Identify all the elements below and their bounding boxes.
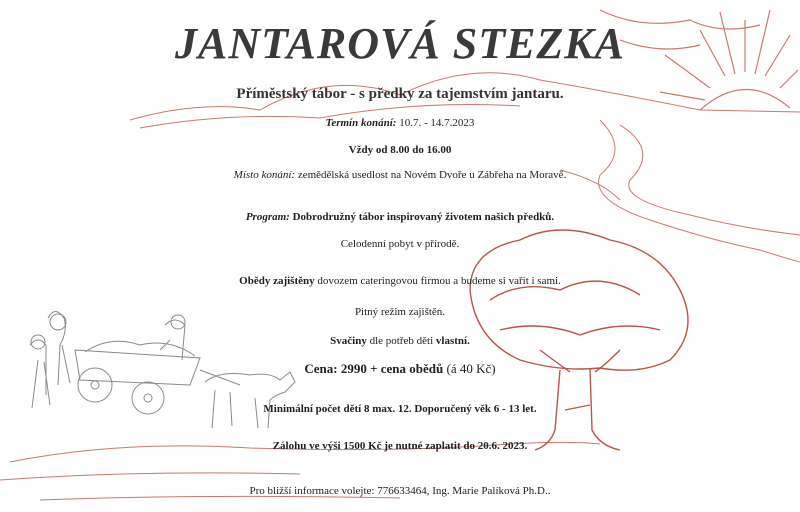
snack-bold: Svačiny <box>330 335 367 347</box>
place-line <box>0 169 800 181</box>
term-label: Termín konání: <box>325 117 397 129</box>
page-title: JANTAROVÁ STEZKA <box>174 19 625 68</box>
program-value: Dobrodružný tábor inspirovaný životem našich předků. <box>289 211 555 223</box>
price-rest: (á 40 Kč) <box>443 361 496 376</box>
term-value: 10.7. - 14.7.2023 <box>396 117 475 129</box>
hours-line <box>0 144 800 156</box>
place-value: zemědělská usedlost na Novém Dvoře u Zábřeha na Moravě. <box>295 169 567 181</box>
price-bold: Cena: 2990 + cena obědů <box>304 361 444 376</box>
deposit-line <box>0 440 800 452</box>
program-line <box>0 211 800 223</box>
lunch-line <box>0 275 800 287</box>
price-line <box>0 361 800 377</box>
place-label: Místo konání: <box>233 169 296 181</box>
deposit-text: Zálohu ve výši 1500 Kč je nutné zaplatit do 20.6. 2023. <box>272 440 528 452</box>
lunch-rest: dovozem cateringovou firmou a budeme si vařit i sami. <box>314 275 561 287</box>
children-line <box>0 403 800 415</box>
snack-line <box>0 335 800 347</box>
children-text: Minimální počet dětí 8 max. 12. Doporučený věk 6 - 13 let. <box>263 403 537 415</box>
contact-line: Pro bližší informace volejte: 776633464, Ing. Marie Palíková Ph.D.. <box>249 485 551 497</box>
program-label: Program: <box>245 211 290 223</box>
hours-text: Vždy od 8.00 do 16.00 <box>348 144 452 156</box>
lunch-bold: Obědy zajištěny <box>239 275 315 287</box>
snack-rest: dle potřeb děti <box>366 335 436 347</box>
subtitle: Příměstský tábor - s předky za tajemstvím jantaru. <box>236 86 564 102</box>
drinks-line: Pitný režim zajištěn. <box>354 306 446 318</box>
snack-bold2: vlastní. <box>435 335 470 347</box>
stay-line: Celodenní pobyt v přírodě. <box>340 238 460 250</box>
term-line <box>0 117 800 129</box>
